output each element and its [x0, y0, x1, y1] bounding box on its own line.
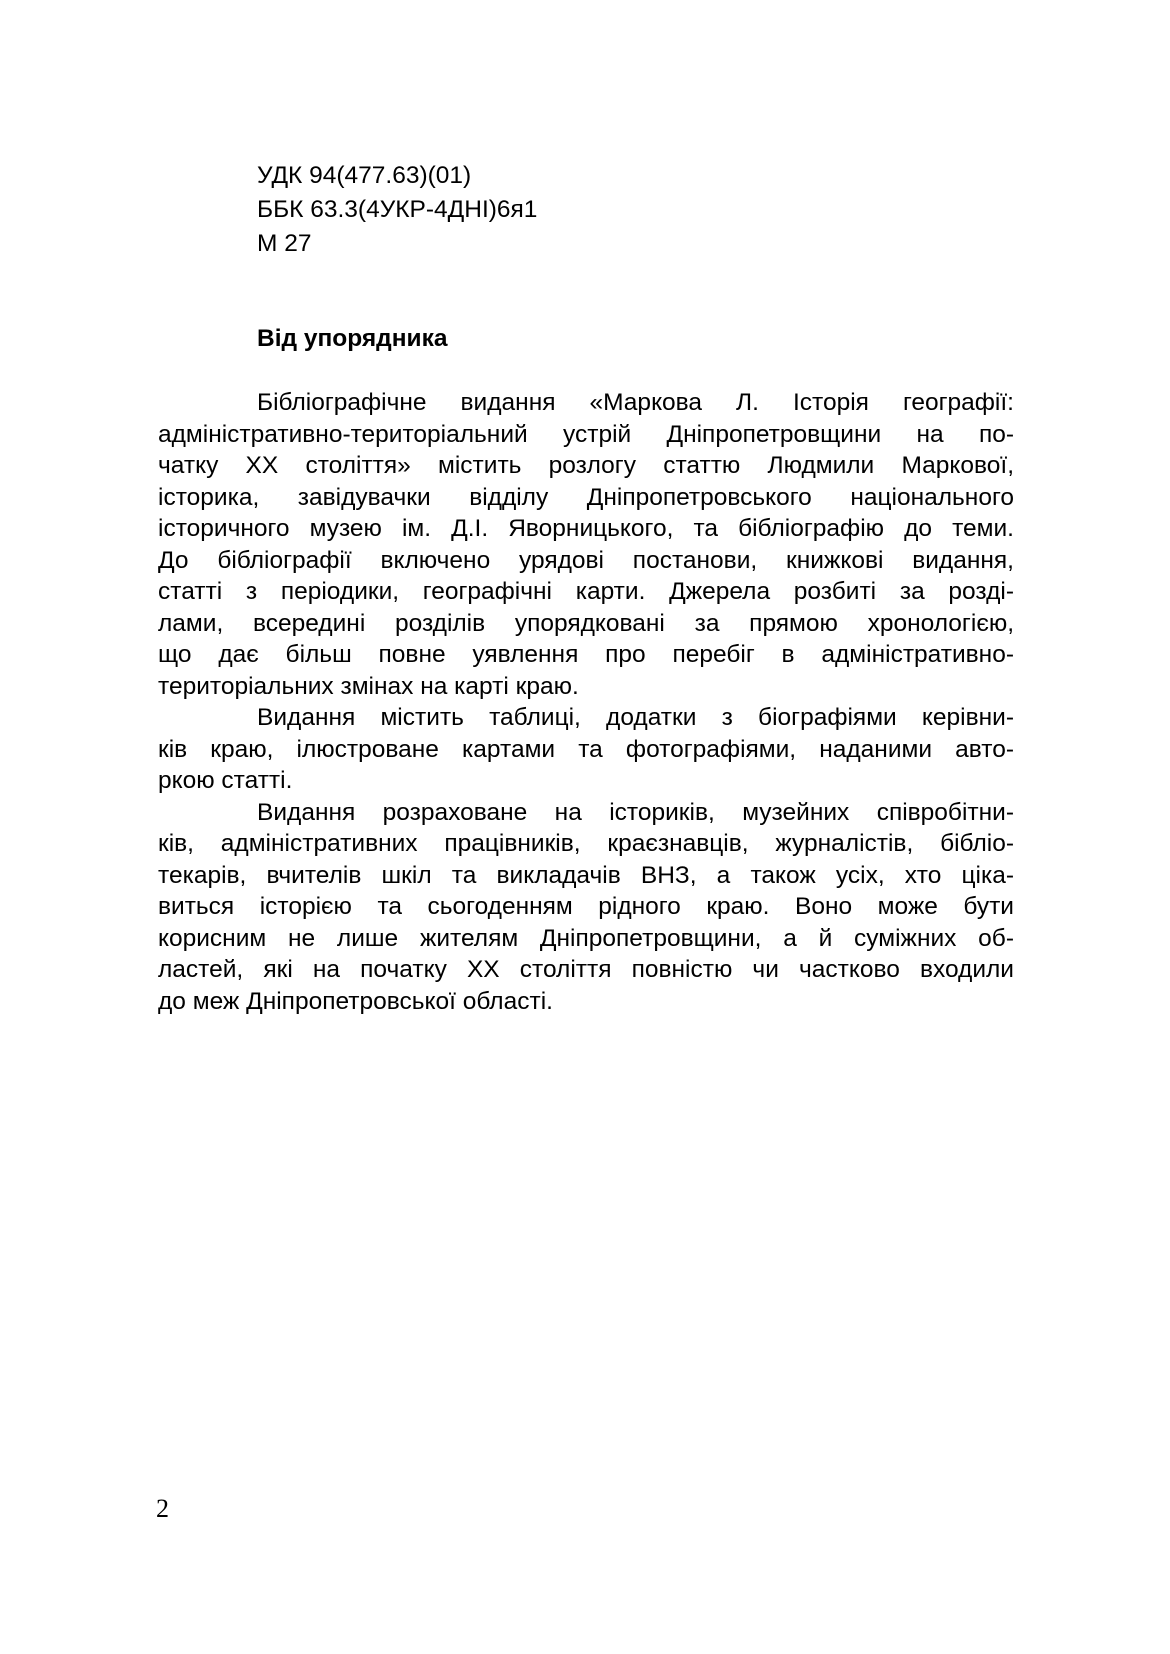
catalog-codes — [257, 159, 537, 261]
text-line: До бібліографії включено урядові постанови, книжкові видання, — [158, 546, 1014, 574]
text-line: корисним не лише жителям Дніпропетровщини, а й суміжних об- — [158, 924, 1014, 952]
text-line: лами, всередині розділів упорядковані за прямою хронологією, — [158, 609, 1014, 637]
body-text — [158, 387, 1014, 1017]
paragraph-3 — [158, 797, 1014, 1018]
text-line: Бібліографічне видання «Маркова Л. Історія географії: — [257, 389, 1014, 416]
text-line: ластей, які на початку ХХ століття повністю чи частково входили — [158, 956, 1014, 983]
section-heading: Від упорядника — [257, 325, 448, 352]
text-line: ркою статті. — [158, 767, 293, 794]
text-line: статті з періодики, географічні карти. Джерела розбиті за розді- — [158, 578, 1014, 605]
text-line: ків, адміністративних працівників, краєзнавців, журналістів, бібліо- — [158, 830, 1014, 857]
text-line: територіальних змінах на карті краю. — [158, 672, 579, 700]
text-line: історика, завідувачки відділу Дніпропетровського національного — [158, 483, 1014, 511]
bbk-code: ББК 63.3(4УКР-4ДНІ)6я1 — [257, 196, 538, 223]
text-line: текарів, вчителів шкіл та викладачів ВНЗ, а також усіх, хто ціка- — [158, 861, 1014, 889]
paragraph-2 — [158, 702, 1014, 797]
text-line: історичного музею ім. Д.І. Яворницького, та бібліографію до теми. — [158, 515, 1014, 542]
text-line: адміністративно-територіальний устрій Дніпропетровщини на по- — [158, 420, 1014, 448]
text-line: ків краю, ілюстроване картами та фотографіями, наданими авто- — [158, 735, 1014, 763]
author-mark: М 27 — [257, 230, 312, 257]
text-line: Видання розраховане на істориків, музейних співробітни- — [257, 798, 1014, 826]
text-line: виться історією та сьогоденням рідного краю. Воно може бути — [158, 893, 1014, 920]
text-line: що дає більш повне уявлення про перебіг в адміністративно- — [158, 641, 1014, 668]
text-line: чатку ХХ століття» містить розлогу статтю Людмили Маркової, — [158, 452, 1014, 479]
udk-code: УДК 94(477.63)(01) — [257, 162, 472, 189]
text-line: до меж Дніпропетровської області. — [158, 987, 553, 1015]
page-number: 2 — [156, 1494, 169, 1523]
text-line: Видання містить таблиці, додатки з біографіями керівни- — [257, 704, 1014, 731]
paragraph-1 — [158, 387, 1014, 702]
